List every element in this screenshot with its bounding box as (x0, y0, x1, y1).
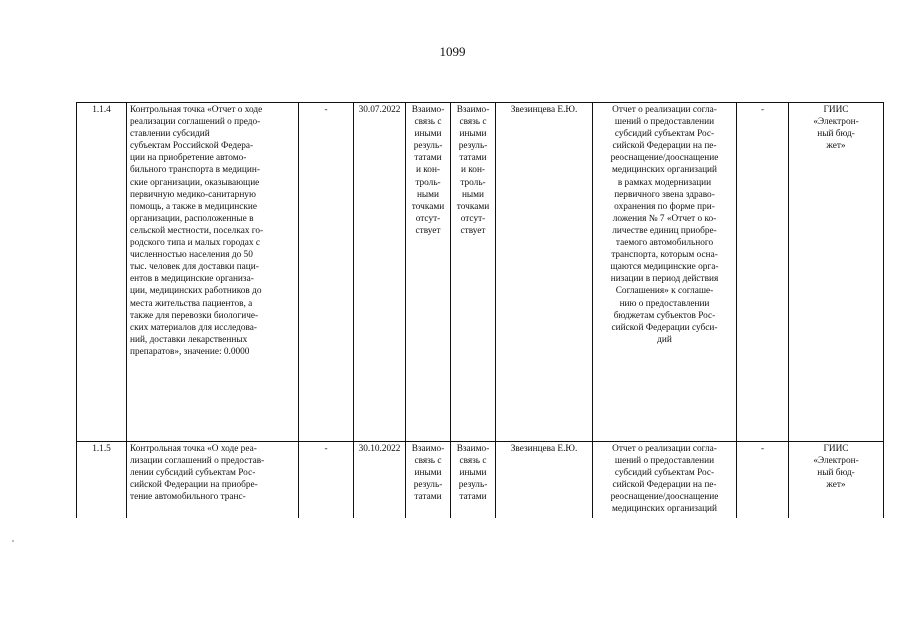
information-system: ГИИС «Электрон- ный бюд- жет» (789, 103, 884, 442)
control-point-description: Контрольная точка «Отчет о ходе реализации соглашений о предо- ставлении субсидий субъектам Российской Федера- ции на приобретение автомо- бильного транспорта в медицин- ские организации, оказывающие первичную медико-санитарную помощь, а также в медицинские организации, расположенные в сельской местности, поселках го- родского типа и малых городах с численностью населения до 50 тыс. человек для доставки паци- ентов в медицинские организа- ции, медицинских работников до места жительства пациентов, а также для перевозки биологиче- ских материалов для исследова- ний, доставки лекарственных препаратов», значение: 0.0000 (127, 103, 299, 442)
page-number: 1099 (439, 44, 466, 59)
row-number: 1.1.4 (77, 103, 127, 442)
table-row (77, 442, 884, 519)
deadline-date: 30.10.2022 (354, 442, 406, 519)
responsible-person: Звезинцева Е.Ю. (496, 103, 593, 442)
relation-cell: Взаимо- связь с иными резуль- татами и кон- троль- ными точками отсут- ствует (451, 103, 496, 442)
report-document: Отчет о реализации согла- шений о предоставлении субсидий субъектам Рос- сийской Федерации на пе- реоснащение/дооснащение медицинских организаций (593, 442, 737, 519)
relation-cell: Взаимо- связь с иными резуль- татами (406, 442, 451, 519)
report-document: Отчет о реализации согла- шений о предоставлении субсидий субъектам Рос- сийской Федерации на пе- реоснащение/дооснащение медицинских организаций в рамках модернизации первичного звена здраво- охранения по форме при- ложения № 7 «Отчет о ко- личестве единиц приобре- таемого автомобильного транспорта, которым осна- щаются медицинские орга- низации в период действия Соглашения» к соглаше- нию о предоставлении бюджетам субъектов Рос- сийской Федерации субси- дий (593, 103, 737, 442)
empty-value-cell: - (299, 442, 354, 519)
responsible-person: Звезинцева Е.Ю. (496, 442, 593, 519)
relation-cell: Взаимо- связь с иными резуль- татами (451, 442, 496, 519)
control-point-description: Контрольная точка «О ходе реа- лизации соглашений о предостав- лении субсидий субъектам Рос- сийской Федерации на приобре- тение автомобильного транс- (127, 442, 299, 519)
deadline-date: 30.07.2022 (354, 103, 406, 442)
control-points-table (76, 102, 884, 518)
row-number: 1.1.5 (77, 442, 127, 519)
scan-speck (12, 540, 14, 542)
empty-value-cell: - (299, 103, 354, 442)
table-row (77, 103, 884, 442)
empty-value-cell: - (737, 442, 789, 519)
information-system: ГИИС «Электрон- ный бюд- жет» (789, 442, 884, 519)
empty-value-cell: - (737, 103, 789, 442)
relation-cell: Взаимо- связь с иными резуль- татами и кон- троль- ными точками отсут- ствует (406, 103, 451, 442)
